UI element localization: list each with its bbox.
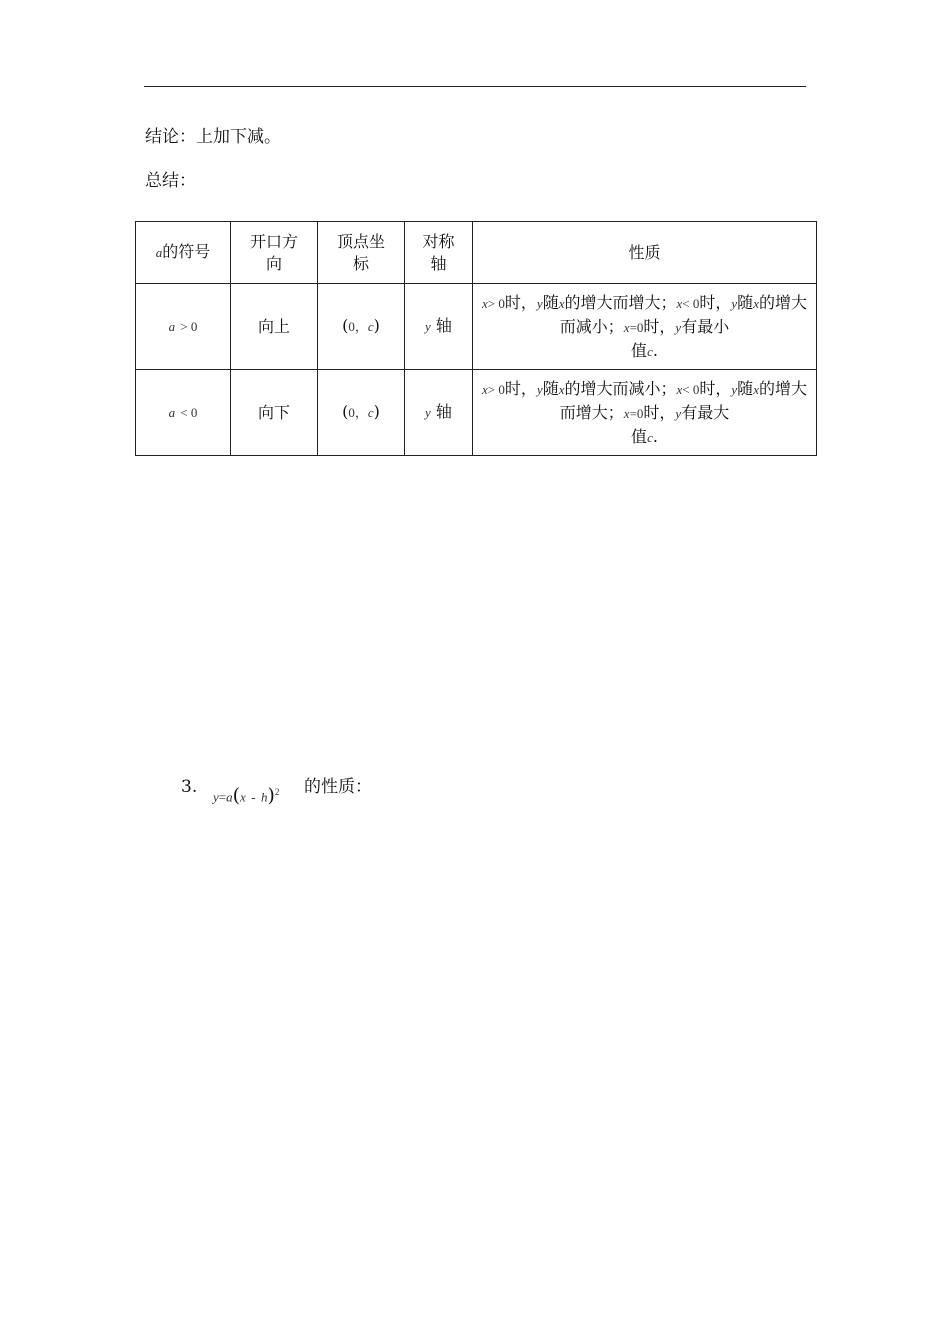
cell-opening: 向上 — [231, 284, 318, 370]
header-rule — [144, 86, 806, 87]
header-vertex: 顶点坐 标 — [318, 222, 405, 284]
cell-vertex: (0，c) — [318, 370, 405, 456]
cell-property: x> 0时，y随x的增大而减小；x< 0时，y随x的增大而增大；x=0时，y有最大 值c. — [473, 370, 817, 456]
header-axis: 对称 轴 — [405, 222, 473, 284]
cell-opening: 向下 — [231, 370, 318, 456]
section-3-formula: y=a(x - h)$^2$ — [213, 784, 280, 807]
table-row — [136, 284, 817, 370]
header-opening: 开口方 向 — [231, 222, 318, 284]
cell-vertex: (0，c) — [318, 284, 405, 370]
header-sign: a的符号 — [136, 222, 231, 284]
table-row — [136, 370, 817, 456]
cell-condition: a < 0 — [136, 370, 231, 456]
summary-label: 总结： — [145, 171, 196, 191]
conclusion-text: 结论：上加下减。 — [145, 127, 281, 147]
properties-table — [135, 221, 817, 456]
section-3-number: 3. — [181, 777, 198, 797]
cell-condition: a > 0 — [136, 284, 231, 370]
header-property: 性质 — [473, 222, 817, 284]
table-header-row — [136, 222, 817, 284]
cell-property: x> 0时，y随x的增大而增大；x< 0时，y随x的增大而减小；x=0时，y有最小 值c. — [473, 284, 817, 370]
cell-axis: y 轴 — [405, 370, 473, 456]
cell-axis: y 轴 — [405, 284, 473, 370]
section-3-title: 的性质： — [304, 777, 372, 797]
